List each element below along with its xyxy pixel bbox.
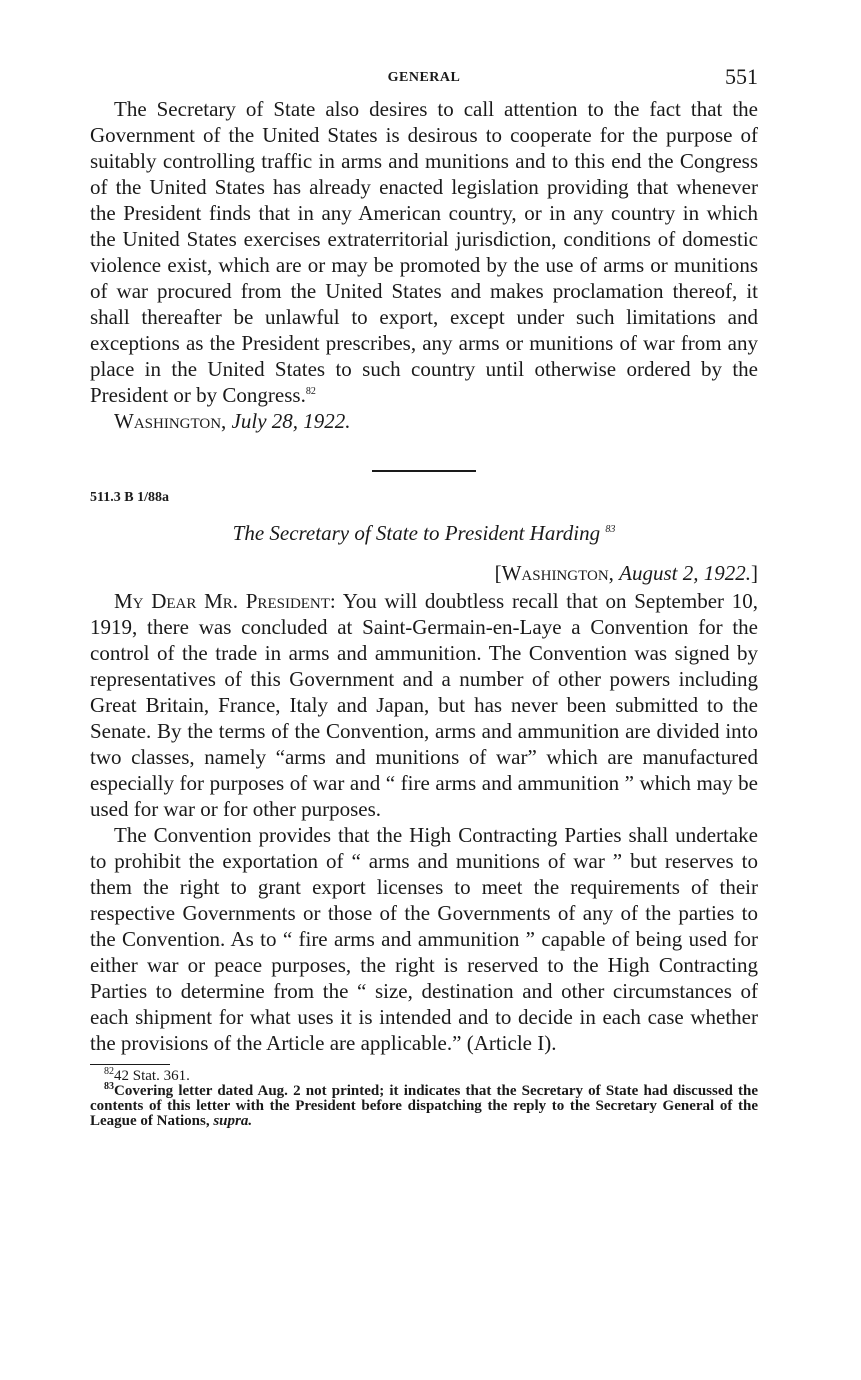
- letter-paragraph-1-text: You will doubtless recall that on September 10, 1919, there was concluded at Saint-Germain-en-Laye a Convention for the control of the trade in arms and ammunition. The Convention was signed by representatives of this Government and a number of other powers including Great Britain, France, Italy and Japan, but has never been submitted to the Senate. By the terms of the Convention, arms and ammunition are divided into two classes, namely “arms and munitions of war” which are manufactured especially for purposes of war and “ fire arms and ammunition ” which may be used for war or for other purposes.: [90, 589, 758, 821]
- document-date: [90, 560, 758, 586]
- letter-paragraph-2: [90, 822, 758, 1056]
- paragraph-text: The Secretary of State also desires to call attention to the fact that the Government of the United States is desirous to cooperate for the purpose of suitably controlling traffic in arms and munitions and to this end the Congress of the United States has already enacted legislation providing that whenever the President finds that in any American country, or in any country in which the United States exercises extraterritorial jurisdiction, conditions of domestic violence exist, which are or may be promoted by the use of arms or munitions of war procured from the United States and makes proclamation thereof, it shall thereafter be unlawful to export, except under such limitations and exceptions as the President prescribes, any arms or munitions of war from any place in the United States to such country until otherwise ordered by the President or by Congress.: [90, 97, 758, 407]
- footnote-ref-83: 83: [605, 524, 616, 535]
- footnote-82: [90, 1066, 758, 1084]
- footnote-marker: 83: [104, 1081, 114, 1092]
- footnotes: [90, 1066, 758, 1129]
- running-title: GENERAL: [387, 70, 461, 85]
- footnote-text: Covering letter dated Aug. 2 not printed; it indicates that the Secretary of State had discussed the contents of this letter with the President before dispatching the reply to the Secretary General of the League of Nations,: [90, 1083, 758, 1129]
- running-header: [90, 60, 758, 96]
- file-number: 511.3 B 1/88a: [90, 490, 169, 505]
- dateline-date: July 28, 1922.: [231, 409, 351, 433]
- document-date-place: Washington,: [501, 561, 614, 585]
- footnote-marker: 82: [104, 1066, 114, 1077]
- letter-paragraph-1: [90, 588, 758, 822]
- footnote-ref-82: 82: [305, 386, 316, 397]
- document-title: [90, 520, 758, 546]
- section-divider: [372, 470, 476, 472]
- dateline-place: Washington,: [114, 409, 227, 433]
- document-date-date: August 2, 1922.: [619, 561, 751, 585]
- dateline: [114, 408, 758, 434]
- document-title-text: The Secretary of State to President Harding: [232, 521, 601, 545]
- page-number: 551: [725, 64, 758, 89]
- document-page: [90, 60, 758, 1129]
- letter-paragraph-2-text: The Convention provides that the High Contracting Parties shall undertake to prohibit the exportation of “ arms and munitions of war ” but reserves to them the right to grant export licenses to meet the requirements of their respective Governments or those of the Governments of any of the parties to the Convention. As to “ fire arms and ammunition ” capable of being used for either war or peace purposes, the right is reserved to the High Contracting Parties to determine from the “ size, destination and other circumstances of each shipment for what uses it is intended and to decide in each case whether the provisions of the Article are applicable.” (Article I).: [90, 823, 758, 1055]
- date-close-bracket: ]: [751, 561, 758, 585]
- footnote-italic-tail: supra.: [213, 1113, 253, 1129]
- footnote-83: [90, 1081, 758, 1129]
- footnote-divider: [90, 1064, 170, 1065]
- salutation: My Dear Mr. President:: [114, 589, 336, 613]
- footnote-text: 42 Stat. 361.: [114, 1068, 190, 1084]
- body-paragraph-secretary-desires: [90, 96, 758, 408]
- date-open-bracket: [: [494, 561, 502, 585]
